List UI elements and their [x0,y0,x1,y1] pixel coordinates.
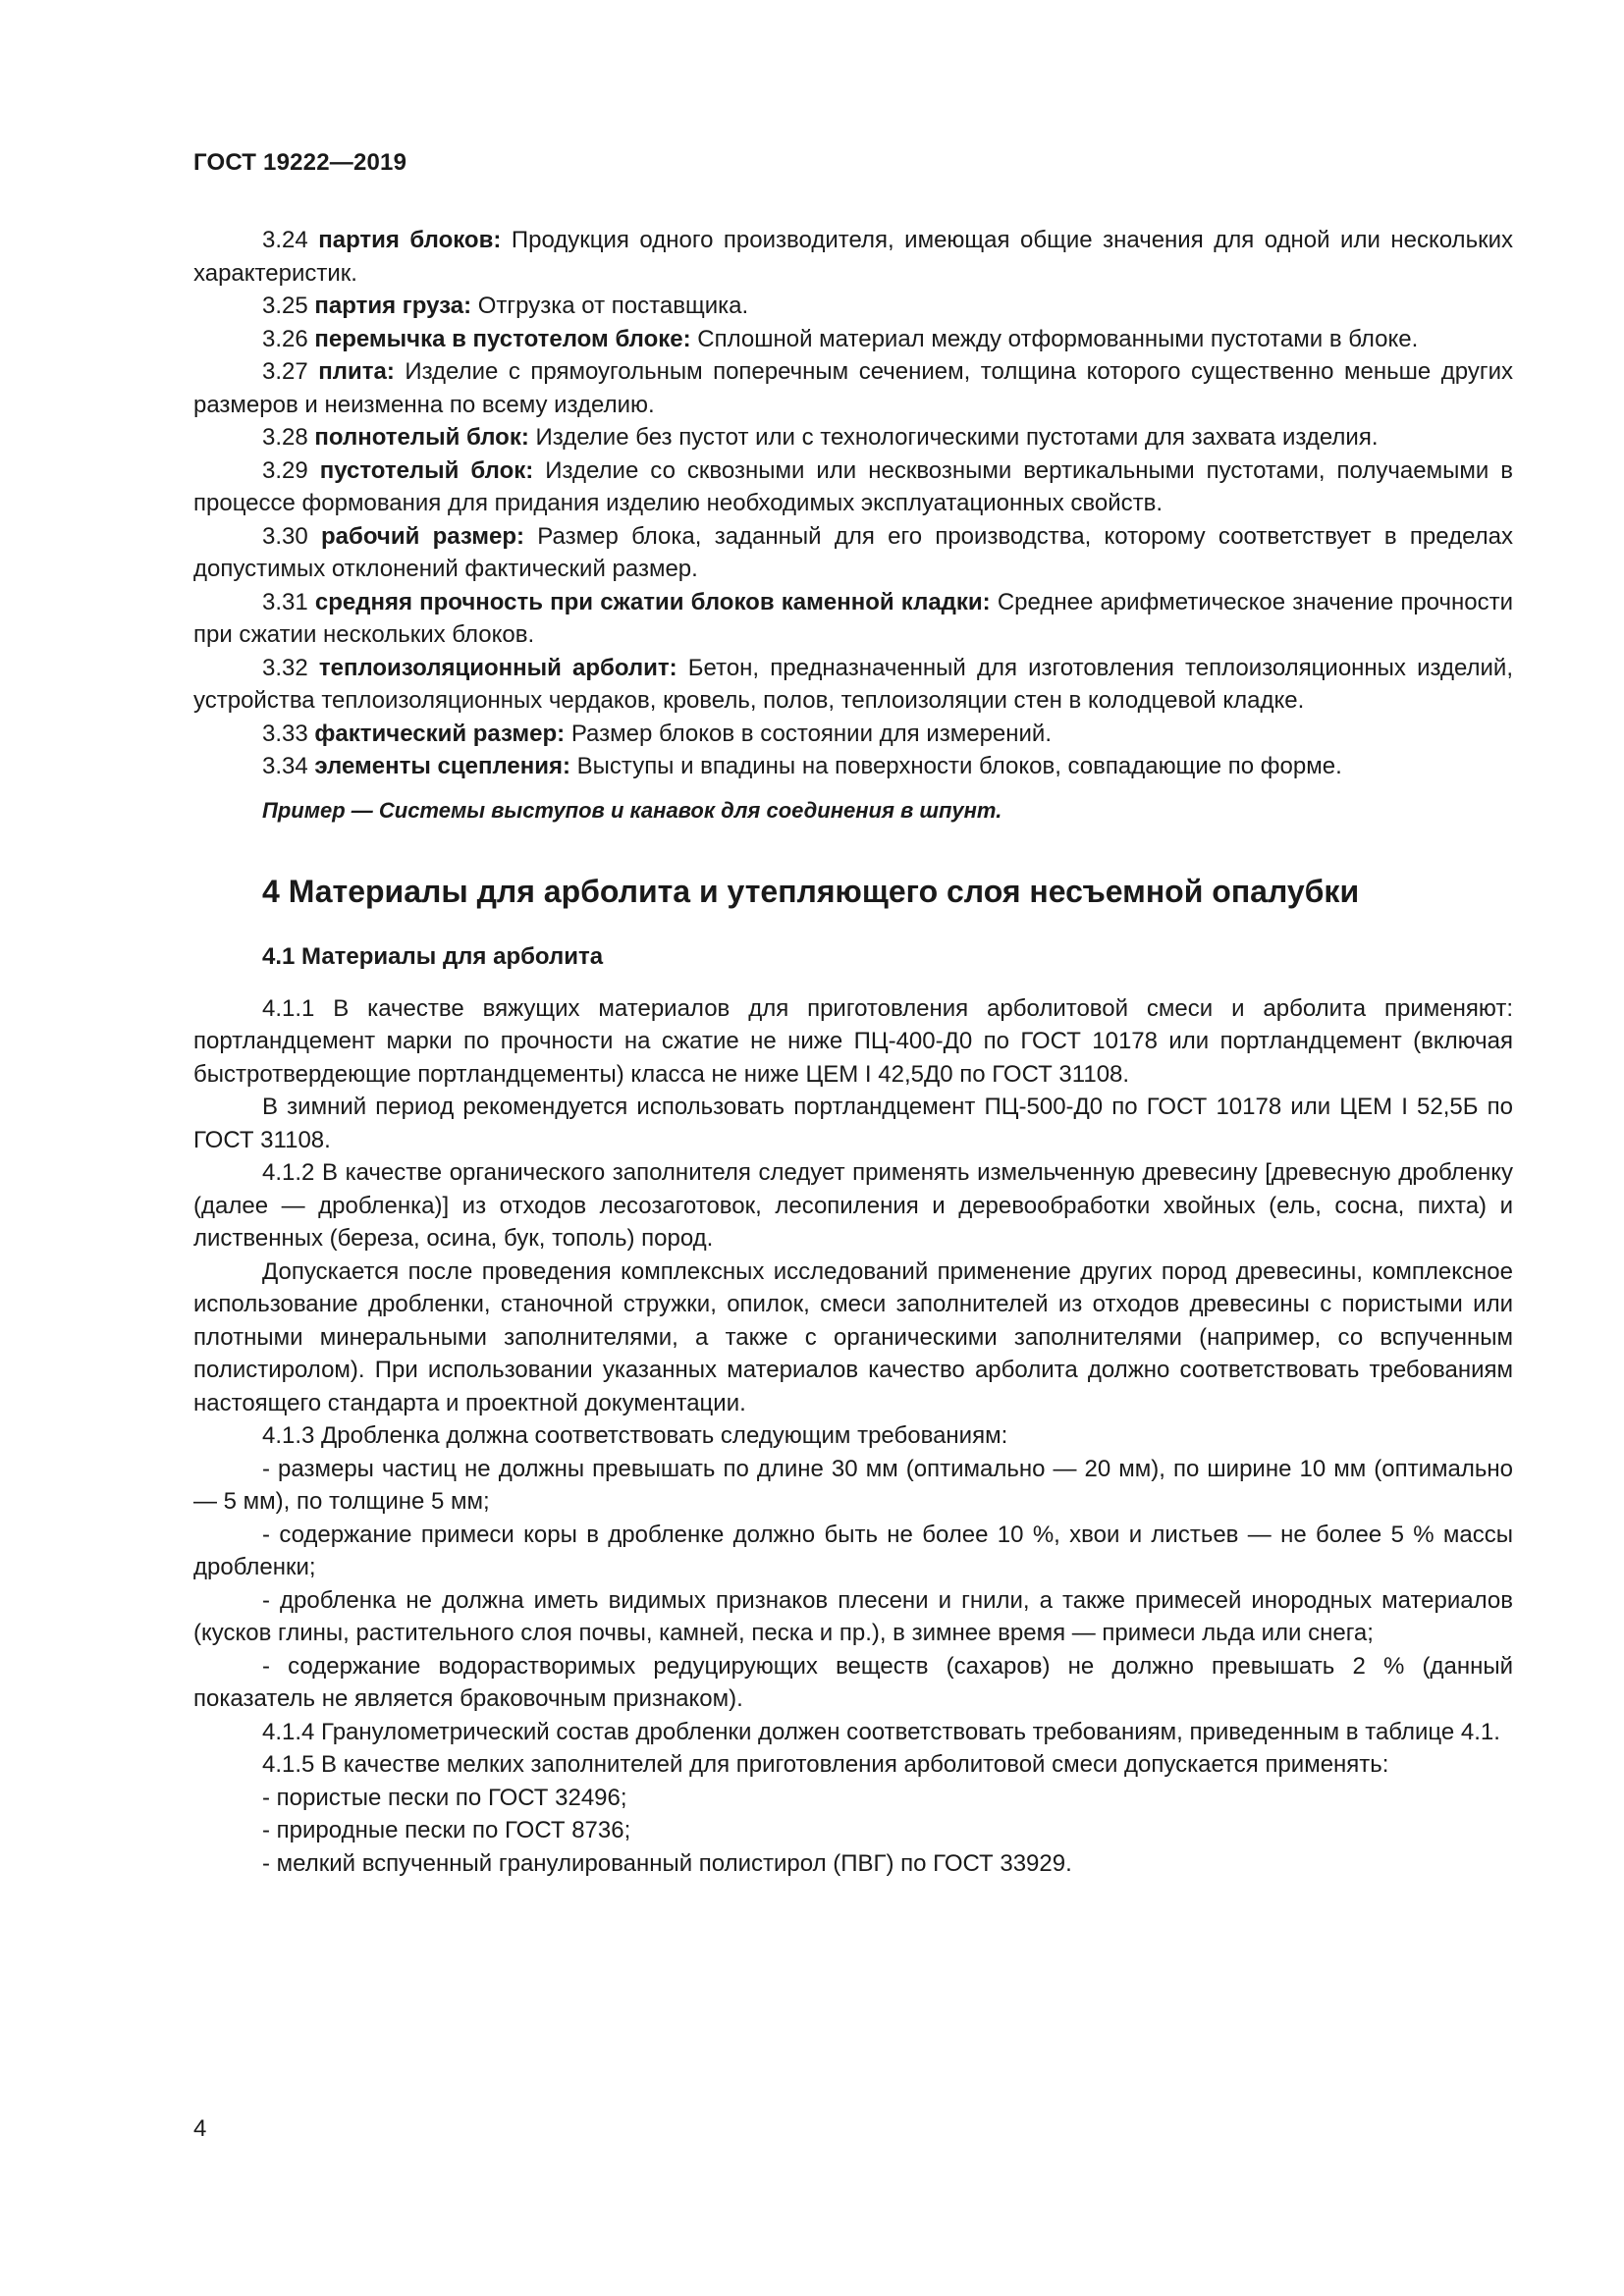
requirement-item: - размеры частиц не должны превышать по длине 30 мм (оптимально — 20 мм), по ширине 10 мм (оптимально — 5 мм), по толщине 5 мм; [193,1455,1513,1515]
term-3-30: 3.30 рабочий размер: Размер блока, заданный для его производства, которому соответствует в пределах допустимых отклонений фактический размер. [193,522,1513,582]
term-3-25: 3.25 партия груза: Отгрузка от поставщика. [262,293,749,319]
term-3-28: 3.28 полнотелый блок: Изделие без пустот или с технологическими пустотами для захвата изделия. [262,424,1379,451]
paragraph-4-1-4: 4.1.4 Гранулометрический состав дробленки должен соответствовать требованиям, приведенным в таблице 4.1. [262,1718,1500,1745]
sand-item: - мелкий вспученный гранулированный полистирол (ПВГ) по ГОСТ 33929. [262,1849,1072,1877]
page-number: 4 [193,2115,207,2142]
term-3-33: 3.33 фактический размер: Размер блоков в состоянии для измерений. [262,720,1052,747]
requirement-item: - содержание водорастворимых редуцирующих веществ (сахаров) не должно превышать 2 % (данный показатель не является браковочным признаком). [193,1652,1513,1712]
document-header: ГОСТ 19222—2019 [193,149,407,176]
term-3-26: 3.26 перемычка в пустотелом блоке: Сплошной материал между отформованными пустотами в блоке. [262,325,1419,352]
requirement-item: - содержание примеси коры в дробленке должно быть не более 10 %, хвои и листьев — не более 5 % массы дробленки; [193,1521,1513,1580]
section-4-title: 4 Материалы для арболита и утепляющего слоя несъемной опалубки [262,874,1360,909]
subsection-4-1-title: 4.1 Материалы для арболита [262,943,604,970]
example-note: Пример — Системы выступов и канавок для соединения в шпунт. [262,797,1002,823]
paragraph-allowed: Допускается после проведения комплексных исследований применение других пород древесины, комплексное использование дробленки, станочной стружки, опилок, смеси заполнителей из отходов древесины с пористыми или плотными минеральными заполнителями, а также с органическими заполнителями (например, со вспученным полистиролом). При использовании указанных материалов качество арболита должно соответствовать требованиям настоящего стандарта и проектной документации. [193,1257,1513,1416]
sand-item: - пористые пески по ГОСТ 32496; [262,1784,627,1811]
term-3-34: 3.34 элементы сцепления: Выступы и впадины на поверхности блоков, совпадающие по форме. [262,753,1342,779]
paragraph-4-1-2: 4.1.2 В качестве органического заполнителя следует применять измельченную древесину [древесную дробленку (далее — дробленка)] из отходов лесозаготовок, лесопиления и деревообработки хвойных (ель, сосна, пихта) и лиственных (береза, осина, бук, тополь) пород. [193,1159,1513,1252]
paragraph-4-1-1: 4.1.1 В качестве вяжущих материалов для приготовления арболитовой смеси и арболита применяют: портландцемент марки по прочности на сжатие не ниже ПЦ-400-Д0 по ГОСТ 10178 или портландцемент (включая быстротвердеющие портландцементы) класса не ниже ЦЕМ I 42,5Д0 по ГОСТ 31108. [193,994,1513,1088]
document-body [193,224,1513,1880]
paragraph-4-1-5: 4.1.5 В качестве мелких заполнителей для приготовления арболитовой смеси допускается применять: [262,1751,1389,1778]
term-3-29: 3.29 пустотелый блок: Изделие со сквозными или несквозными вертикальными пустотами, получаемыми в процессе формования для придания изделию необходимых эксплуатационных свойств. [193,456,1513,516]
paragraph-4-1-3: 4.1.3 Дробленка должна соответствовать следующим требованиям: [262,1422,1008,1449]
term-3-24: 3.24 партия блоков: Продукция одного производителя, имеющая общие значения для одной или нескольких характеристик. [193,227,1513,287]
term-3-32: 3.32 теплоизоляционный арболит: Бетон, предназначенный для изготовления теплоизоляционных изделий, устройства теплоизоляционных чердаков, кровель, полов, теплоизоляции стен в колодцевой кладке. [193,654,1513,714]
paragraph-winter: В зимний период рекомендуется использовать портландцемент ПЦ-500-Д0 по ГОСТ 10178 или ЦЕМ I 52,5Б по ГОСТ 31108. [193,1094,1513,1153]
requirement-item: - дробленка не должна иметь видимых признаков плесени и гнили, а также примесей инородных материалов (кусков глины, растительного слоя почвы, камней, песка и пр.), в зимнее время — примеси льда или снега; [193,1586,1513,1646]
term-3-27: 3.27 плита: Изделие с прямоугольным поперечным сечением, толщина которого существенно меньше других размеров и неизменна по всему изделию. [193,358,1513,418]
term-3-31: 3.31 средняя прочность при сжатии блоков каменной кладки: Среднее арифметическое значение прочности при сжатии нескольких блоков. [193,588,1513,648]
sand-item: - природные пески по ГОСТ 8736; [262,1817,631,1843]
